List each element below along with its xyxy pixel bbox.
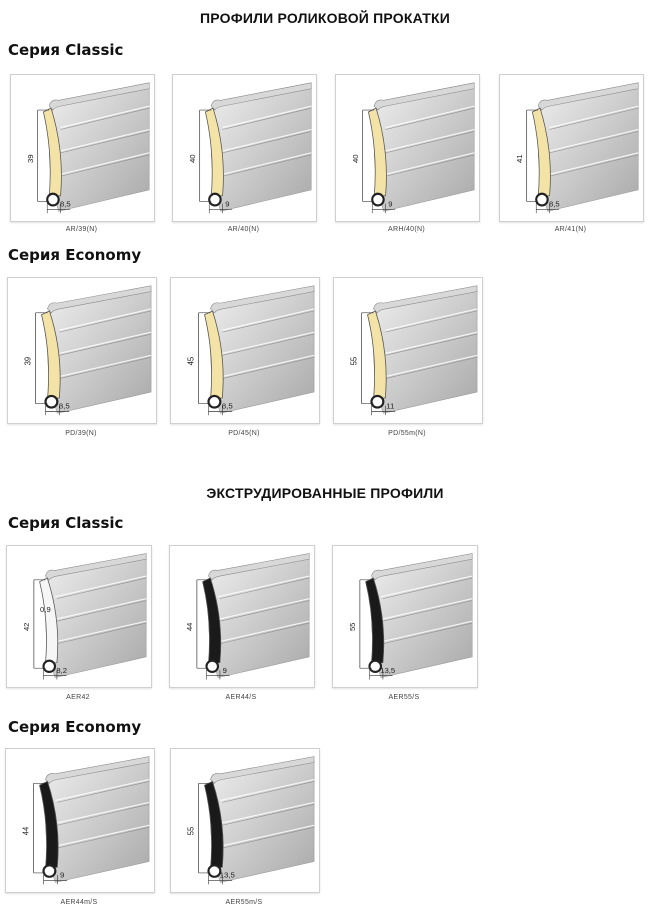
group-title-rolled-classic: Серия Classic	[8, 41, 124, 59]
profile-drawing	[500, 75, 643, 221]
slat-lock	[43, 661, 55, 672]
profile-drawing	[7, 546, 151, 687]
slat-lock	[208, 396, 220, 408]
group-title-rolled-economy: Серия Economy	[8, 246, 142, 264]
profile-caption: AR/39(N)	[65, 226, 98, 233]
width-label: 9	[225, 199, 230, 209]
profile-drawing	[333, 546, 477, 687]
height-label: 55	[348, 622, 358, 632]
height-label: 44	[21, 826, 31, 836]
profile-drawing	[173, 75, 316, 221]
profile-caption: PD/55m(N)	[388, 430, 426, 437]
profile-card[interactable]	[335, 74, 480, 222]
profile-card[interactable]	[169, 545, 315, 688]
profile-card[interactable]	[499, 74, 644, 222]
group-title-extruded-classic: Серия Classic	[8, 514, 124, 532]
slat-lock	[369, 661, 381, 672]
profile-drawing	[170, 546, 314, 687]
profile-drawing	[336, 75, 479, 221]
width-label: 9	[222, 665, 227, 675]
width-label: 9	[388, 199, 393, 209]
height-label: 40	[350, 154, 360, 164]
profile-caption: AR/40(N)	[227, 226, 260, 233]
slat-lock	[371, 396, 383, 408]
section-title-extruded: ЭКСТРУДИРОВАННЫЕ ПРОФИЛИ	[206, 485, 444, 501]
slat-lock	[536, 194, 547, 206]
profile-caption: AER42	[66, 694, 90, 701]
profile-caption: AER44/S	[225, 694, 257, 701]
profile-card[interactable]	[6, 545, 152, 688]
profile-drawing	[171, 278, 319, 423]
profile-card[interactable]	[7, 277, 157, 424]
height-label: 55	[349, 356, 359, 366]
width-label: 8,5	[60, 199, 71, 209]
height-label: 39	[25, 154, 35, 164]
group-title-extruded-economy: Серия Economy	[8, 718, 142, 736]
profile-caption: AER55m/S	[225, 899, 263, 906]
width-label: 8,2	[56, 665, 68, 675]
profile-card[interactable]	[5, 748, 155, 893]
profile-caption: PD/39(N)	[65, 430, 97, 437]
profile-caption: PD/45(N)	[228, 430, 260, 437]
width-label: 8,5	[221, 401, 233, 411]
profile-caption: ARH/40(N)	[388, 226, 425, 233]
slat-lock	[43, 865, 55, 876]
profile-caption: AR/41(N)	[554, 226, 587, 233]
width-label: 8,5	[549, 199, 560, 209]
profile-card[interactable]	[170, 748, 320, 893]
profile-drawing	[334, 278, 482, 423]
slat-lock	[372, 194, 383, 206]
profile-drawing	[171, 749, 319, 892]
height-label: 55	[186, 826, 196, 836]
profile-drawing	[11, 75, 154, 221]
profile-card[interactable]	[172, 74, 317, 222]
height-label: 40	[187, 154, 197, 164]
width-label: 11	[386, 401, 395, 411]
wall-thickness-label: 0,9	[40, 604, 51, 614]
profile-caption: AER44m/S	[60, 899, 98, 906]
height-label: 44	[185, 622, 195, 632]
slat-lock	[206, 661, 218, 672]
height-label: 42	[22, 622, 32, 632]
profile-drawing	[6, 749, 154, 892]
slat-lock	[45, 396, 57, 408]
slat-lock	[47, 194, 58, 206]
width-label: 9	[60, 870, 65, 880]
profile-card[interactable]	[170, 277, 320, 424]
profile-drawing	[8, 278, 156, 423]
height-label: 41	[514, 154, 524, 164]
profile-card[interactable]	[10, 74, 155, 222]
profile-card[interactable]	[332, 545, 478, 688]
profile-card[interactable]	[333, 277, 483, 424]
height-label: 39	[23, 356, 33, 366]
width-label: 8,5	[58, 401, 70, 411]
section-title-rolled: ПРОФИЛИ РОЛИКОВОЙ ПРОКАТКИ	[200, 10, 450, 26]
slat-lock	[209, 194, 220, 206]
width-label: 13,5	[380, 665, 396, 675]
width-label: 13,5	[219, 870, 235, 880]
slat-lock	[208, 865, 220, 876]
height-label: 45	[186, 356, 196, 366]
profile-caption: AER55/S	[388, 694, 420, 701]
